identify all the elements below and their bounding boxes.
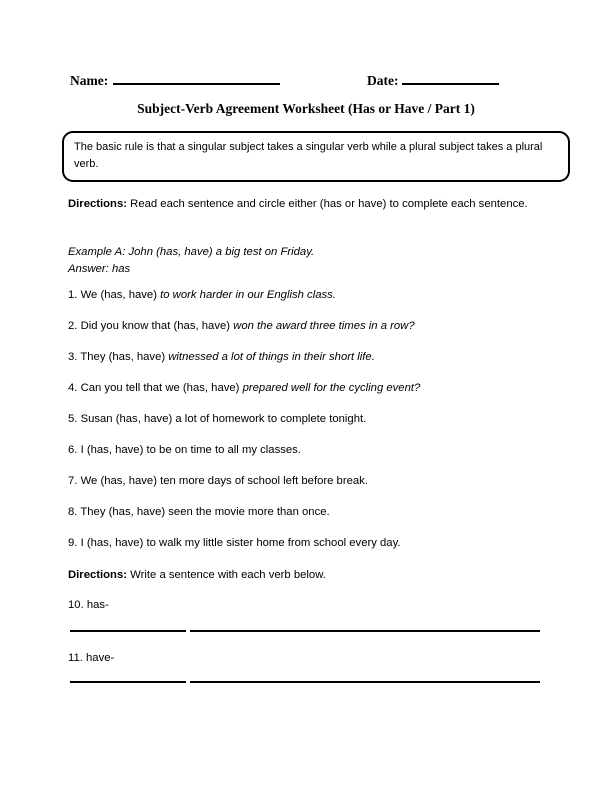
- directions-write: [68, 569, 550, 581]
- answer-line-segment: [70, 630, 186, 632]
- date-field: [367, 71, 499, 89]
- directions-circle-label: Directions:: [68, 198, 128, 210]
- sentence-item-7: [68, 475, 368, 487]
- item-text: Can you tell that we (has, have): [80, 382, 240, 394]
- name-blank-line: [113, 71, 280, 85]
- date-blank-line: [402, 71, 499, 85]
- name-field: [70, 71, 280, 89]
- item-number: 5.: [68, 413, 78, 425]
- write-item-10: [68, 599, 109, 611]
- item-number: 8.: [68, 506, 78, 518]
- item-italic-text: won the award three times in a row?: [233, 320, 415, 332]
- item-number: 1.: [68, 289, 78, 301]
- item-text: Did you know that (has, have): [80, 320, 231, 332]
- item-italic-text: witnessed a lot of things in their short life.: [168, 351, 375, 363]
- item-number: 11.: [68, 652, 83, 664]
- write-verb: has-: [86, 599, 109, 611]
- item-italic-text: to work harder in our English class.: [160, 289, 336, 301]
- item-text: I (has, have) to walk my little sister home from school every day.: [80, 537, 401, 549]
- sentence-item-5: [68, 413, 366, 425]
- sentence-item-1: [68, 289, 336, 301]
- name-date-row: [0, 71, 612, 89]
- item-number: 9.: [68, 537, 78, 549]
- date-label: Date:: [367, 73, 399, 88]
- item-number: 10.: [68, 599, 84, 611]
- directions-write-label: Directions:: [68, 569, 128, 581]
- answer-line-segment: [190, 630, 540, 632]
- answer-line-10: [70, 630, 540, 633]
- item-number: 3.: [68, 351, 78, 363]
- example-answer: Answer: has: [68, 262, 131, 275]
- rule-box-text: The basic rule is that a singular subject takes a singular verb while a plural subject takes a plural verb.: [74, 141, 543, 170]
- item-number: 4.: [68, 382, 78, 394]
- answer-line-segment: [190, 681, 540, 683]
- item-text: Susan (has, have) a lot of homework to complete tonight.: [80, 413, 367, 425]
- write-verb: have-: [86, 652, 115, 664]
- item-number: 6.: [68, 444, 78, 456]
- answer-line-segment: [70, 681, 186, 683]
- sentence-item-3: [68, 351, 375, 363]
- item-text: I (has, have) to be on time to all my classes.: [80, 444, 301, 456]
- worksheet-title: Subject-Verb Agreement Worksheet (Has or Have / Part 1): [137, 101, 475, 116]
- item-text: We (has, have): [80, 289, 157, 301]
- item-number: 2.: [68, 320, 78, 332]
- answer-line-11: [70, 681, 540, 684]
- write-item-11: [68, 652, 114, 664]
- sentence-item-9: [68, 537, 401, 549]
- directions-circle: [68, 194, 550, 214]
- rule-box: [62, 131, 570, 182]
- sentence-item-4: [68, 382, 420, 394]
- directions-circle-text: Read each sentence and circle either (has or have) to complete each sentence.: [130, 198, 528, 210]
- sentence-item-8: [68, 506, 330, 518]
- directions-write-text: Write a sentence with each verb below.: [130, 569, 326, 581]
- example-sentence: Example A: John (has, have) a big test on Friday.: [68, 246, 315, 258]
- item-italic-text: prepared well for the cycling event?: [242, 382, 421, 394]
- item-text: They (has, have): [80, 351, 166, 363]
- example-block: [68, 244, 314, 277]
- item-text: We (has, have) ten more days of school left before break.: [80, 475, 368, 487]
- sentence-item-2: [68, 320, 415, 332]
- name-label: Name:: [70, 73, 109, 88]
- sentence-item-6: [68, 444, 301, 456]
- item-number: 7.: [68, 475, 78, 487]
- item-text: They (has, have) seen the movie more than once.: [80, 506, 330, 518]
